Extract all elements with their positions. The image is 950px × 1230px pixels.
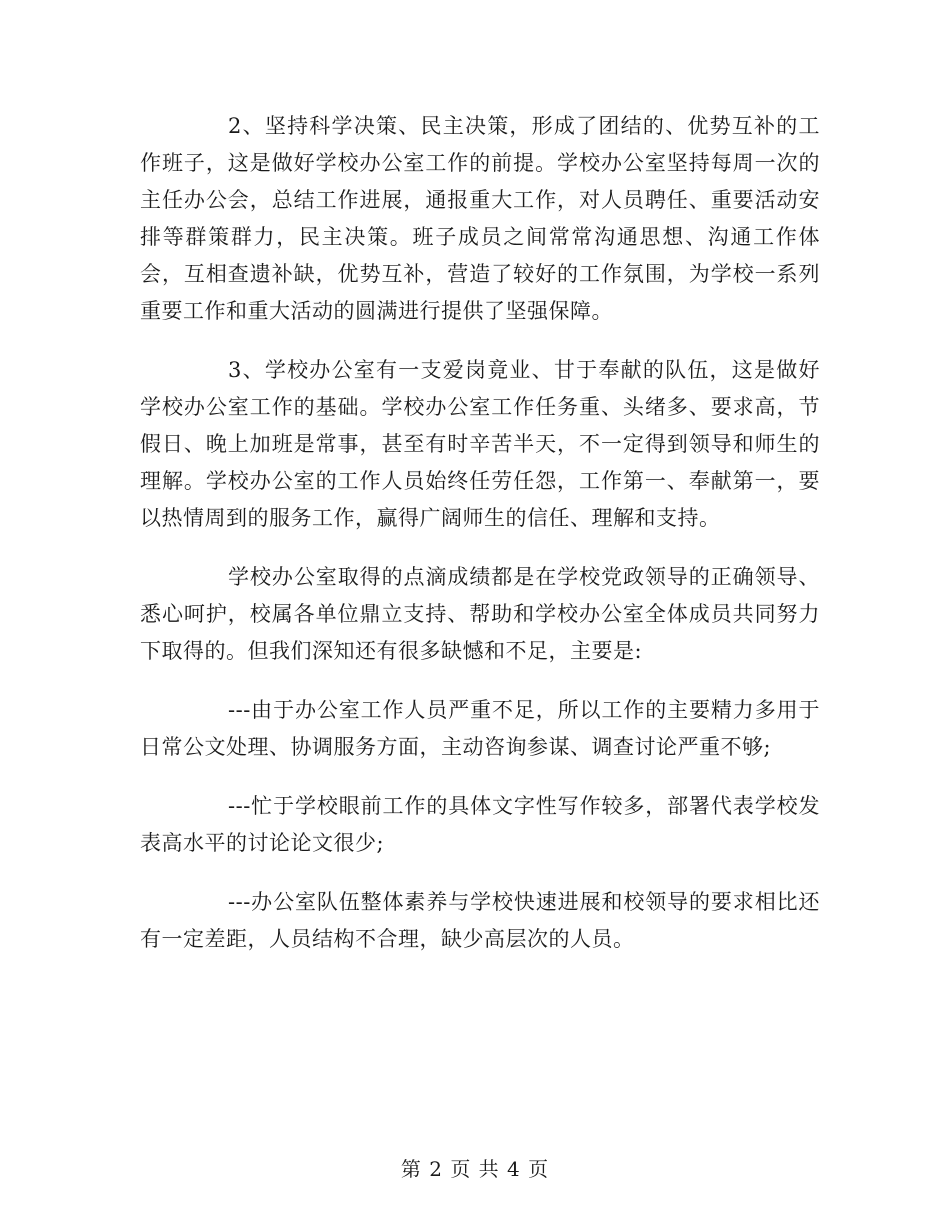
page-number-footer: 第 2 页 共 4 页 [400,1157,550,1181]
paragraph-achievements: 学校办公室取得的点滴成绩都是在学校党政领导的正确领导、悉心呵护，校属各单位鼎立支持、帮助和学校办公室全体成员共同努力下取得的。但我们深知还有很多缺憾和不足，主要是: [140,565,820,663]
paragraph-decision-making: 2、坚持科学决策、民主决策，形成了团结的、优势互补的工作班子，这是做好学校办公室工作的前提。学校办公室坚持每周一次的主任办公会，总结工作进展，通报重大工作，对人员聘任、重要活动安排等群策群力，民主决策。班子成员之间常常沟通思想、沟通工作体会，互相查遗补缺，优势互补，营造了较好的工作氛围，为学校一系列重要工作和重大活动的圆满进行提供了坚强保障。 [140,114,820,323]
paragraph-shortcoming-quality: ---办公室队伍整体素养与学校快速进展和校领导的要求相比还有一定差距，人员结构不合理，缺少高层次的人员。 [140,890,820,951]
paragraph-dedicated-team: 3、学校办公室有一支爱岗竟业、甘于奉献的队伍，这是做好学校办公室工作的基础。学校办公室工作任务重、头绪多、要求高，节假日、晚上加班是常事，甚至有时辛苦半天，不一定得到领导和师生的理解。学校办公室的工作人员始终任劳任怨，工作第一、奉献第一，要以热情周到的服务工作，赢得广阔师生的信任、理解和支持。 [140,358,820,530]
paragraph-shortcoming-staffing: ---由于办公室工作人员严重不足，所以工作的主要精力多用于日常公文处理、协调服务方面，主动咨询参谋、调查讨论严重不够; [140,698,820,759]
paragraph-shortcoming-writing: ---忙于学校眼前工作的具体文字性写作较多，部署代表学校发表高水平的讨论论文很少; [140,794,820,855]
document-body [140,108,820,980]
